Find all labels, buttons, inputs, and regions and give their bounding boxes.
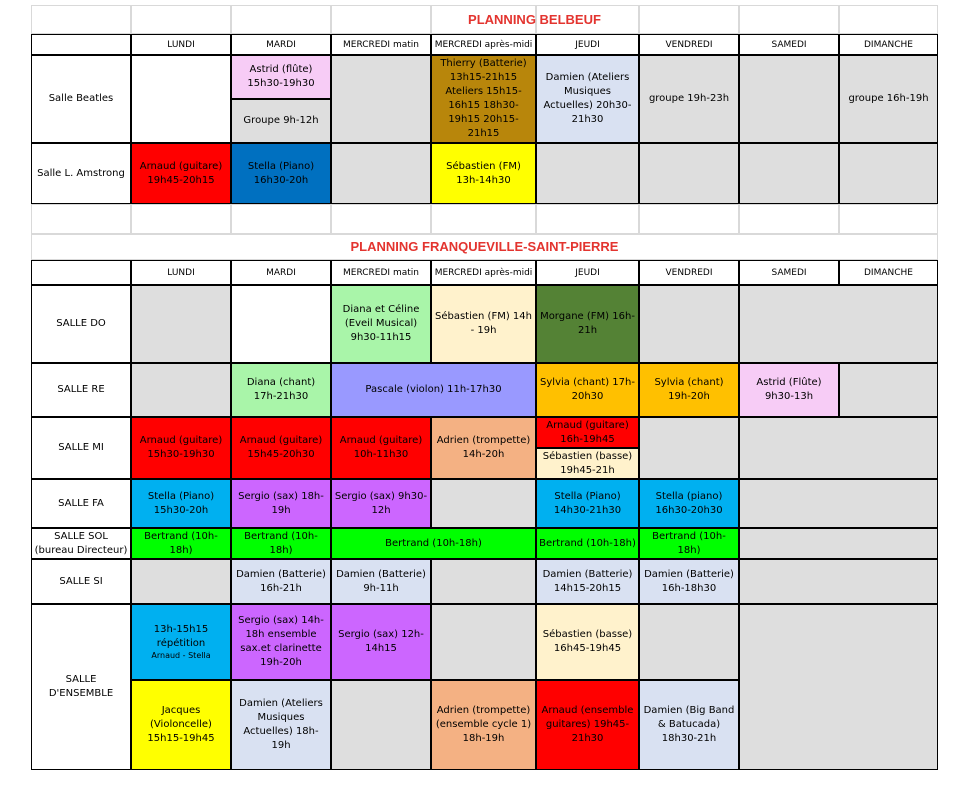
schedule-cell [231, 417, 331, 479]
schedule-cell-text: Bertrand (10h-18h) [385, 537, 482, 549]
empty-slot [639, 604, 739, 680]
schedule-cell [639, 479, 739, 528]
schedule-cell [331, 604, 431, 680]
schedule-cell-text: Damien (Batterie) 16h-21h [236, 568, 326, 594]
day-header [536, 260, 639, 285]
grid-cell [331, 204, 431, 234]
day-header [231, 260, 331, 285]
schedule-cell-text: Sébastien (basse) 19h45-21h [542, 450, 633, 476]
schedule-cell [739, 363, 839, 417]
room-label [31, 479, 131, 528]
schedule-cell-text: Arnaud (guitare) 16h-19h45 [546, 419, 629, 445]
schedule-cell-text: Damien (Batterie) 16h-18h30 [644, 568, 734, 594]
schedule-cell [536, 604, 639, 680]
day-header [739, 34, 839, 55]
empty-slot [131, 559, 231, 604]
schedule-cell-text: Adrien (trompette) (ensemble cycle 1) 18h-19h [435, 705, 532, 744]
schedule-cell-text: Morgane (FM) 16h-21h [540, 311, 635, 336]
schedule-cell-text: Arnaud (ensemble guitares) 19h45-21h30 [541, 705, 634, 744]
schedule-cell [431, 143, 536, 204]
room-label-text: SALLE SOL (bureau Directeur) [34, 530, 128, 556]
day-header-text: MERCREDI après-midi [434, 267, 533, 278]
schedule-cell-text: Arnaud (guitare) 15h45-20h30 [239, 435, 323, 460]
schedule-cell-text: Astrid (flûte) 15h30-19h30 [247, 64, 315, 89]
empty-slot [739, 559, 938, 604]
schedule-cell-text: Stella (piano) 16h30-20h30 [655, 490, 723, 516]
day-header-text: MERCREDI après-midi [434, 39, 533, 50]
empty-slot [231, 285, 331, 363]
empty-slot [739, 528, 938, 559]
schedule-cell-text: Bertrand (10h-18h) [539, 537, 636, 549]
day-header-text: MERCREDI matin [343, 267, 419, 278]
day-header-text: MERCREDI matin [343, 39, 419, 50]
empty-slot [739, 143, 839, 204]
grid-cell [536, 204, 639, 234]
schedule-cell [639, 559, 739, 604]
schedule-cell [536, 448, 639, 479]
day-header [839, 260, 938, 285]
empty-slot [331, 680, 431, 770]
schedule-cell-text: Sylvia (chant) 17h- 20h30 [540, 377, 635, 402]
grid-cell [131, 204, 231, 234]
room-label [31, 604, 131, 770]
schedule-cell-text: Sergio (sax) 14h-18h ensemble sax.et clarinette 19h-20h [238, 615, 324, 668]
day-header [131, 260, 231, 285]
room-label-text: SALLE D'ENSEMBLE [48, 674, 114, 699]
schedule-cell-text: Thierry (Batterie) 13h15-21h15 Ateliers 15h15-16h15 18h30-19h15 20h15-21h15 [440, 58, 527, 139]
day-header [739, 260, 839, 285]
schedule-cell [231, 680, 331, 770]
schedule-cell [431, 417, 536, 479]
schedule-cell-text: Damien (Ateliers Musiques Actuelles) 18h-19h [239, 698, 323, 751]
schedule-cell-text: Diana (chant) 17h-21h30 [246, 377, 316, 402]
schedule-cell [231, 99, 331, 143]
schedule-cell [231, 559, 331, 604]
room-label [31, 285, 131, 363]
schedule-cell-subtext: Arnaud - Stella [151, 651, 211, 660]
day-header [331, 34, 431, 55]
schedule-cell-text: Astrid (Flûte) 9h30-13h [756, 377, 822, 402]
schedule-cell [431, 285, 536, 363]
schedule-cell-text: Jacques (Violoncelle) 15h15-19h45 [147, 705, 215, 744]
schedule-cell-text: Groupe 9h-12h [243, 115, 319, 126]
schedule-cell-text: Bertrand (10h-18h) [244, 530, 318, 556]
schedule-cell-text: Bertrand (10h-18h) [144, 530, 218, 556]
room-label-text: Salle Beatles [48, 93, 114, 104]
empty-slot [131, 285, 231, 363]
schedule-cell [131, 528, 231, 559]
grid-cell [231, 204, 331, 234]
grid-cell [31, 5, 131, 34]
day-header-text: MARDI [266, 39, 296, 50]
schedule-cell-text: Sergio (sax) 9h30-12h [334, 490, 428, 516]
schedule-cell-text: Sergio (sax) 12h-14h15 [338, 629, 424, 654]
empty-slot [839, 363, 938, 417]
room-label [31, 363, 131, 417]
empty-slot [739, 55, 839, 143]
schedule-cell-text: Damien (Ateliers Musiques Actuelles) 20h30-21h30 [543, 72, 632, 125]
schedule-cell [536, 285, 639, 363]
schedule-cell-text: Pascale (violon) 11h-17h30 [365, 384, 502, 395]
schedule-cell-text: groupe 16h-19h [848, 93, 929, 104]
page-title [31, 234, 938, 260]
schedule-cell-text: Adrien (trompette) 14h-20h [436, 435, 531, 460]
room-label [31, 55, 131, 143]
schedule-cell-text: 13h-15h15 répétition [153, 624, 209, 649]
room-label-text: Salle L. Amstrong [37, 167, 125, 179]
schedule-cell [536, 417, 639, 448]
empty-slot [639, 285, 739, 363]
empty-slot [536, 143, 639, 204]
schedule-cell [536, 680, 639, 770]
grid-cell [639, 204, 739, 234]
grid-cell [739, 204, 839, 234]
schedule-cell-text: Arnaud (guitare) 10h-11h30 [339, 435, 423, 460]
empty-slot [739, 604, 938, 770]
schedule-cell-text: Arnaud (guitare) 15h30-19h30 [139, 435, 223, 460]
page-title-text: PLANNING BELBEUF [468, 11, 601, 27]
day-header-text: MARDI [266, 267, 296, 278]
empty-slot [331, 55, 431, 143]
schedule-cell [536, 479, 639, 528]
schedule-cell [231, 143, 331, 204]
room-label-text: SALLE MI [58, 442, 104, 453]
day-header-text: JEUDI [575, 39, 600, 50]
schedule-cell [231, 363, 331, 417]
schedule-cell-text: Stella (Piano) 15h30-20h [147, 490, 215, 516]
schedule-cell [231, 55, 331, 99]
day-header [131, 34, 231, 55]
room-label-text: SALLE DO [56, 318, 106, 329]
corner-cell [31, 34, 131, 55]
schedule-cell-text: Sébastien (FM) 14h - 19h [435, 311, 532, 336]
schedule-cell [131, 604, 231, 680]
schedule-cell [331, 285, 431, 363]
empty-slot [739, 417, 938, 479]
schedule-cell [331, 528, 536, 559]
empty-slot [431, 479, 536, 528]
schedule-cell-text: Stella (Piano) 16h30-20h [247, 160, 315, 186]
schedule-cell [231, 479, 331, 528]
day-header-text: VENDREDI [665, 267, 713, 278]
schedule-cell [331, 479, 431, 528]
empty-slot [131, 363, 231, 417]
empty-slot [331, 143, 431, 204]
day-header [431, 260, 536, 285]
schedule-cell [839, 55, 938, 143]
day-header-text: SAMEDI [771, 39, 807, 50]
day-header [431, 34, 536, 55]
schedule-cell [131, 143, 231, 204]
schedule-cell-text: groupe 19h-23h [648, 93, 730, 104]
day-header-text: LUNDI [167, 267, 195, 278]
page-title-text: PLANNING FRANQUEVILLE-SAINT-PIERRE [350, 239, 619, 254]
page-title [131, 5, 938, 34]
schedule-cell [131, 417, 231, 479]
schedule-cell [331, 417, 431, 479]
empty-slot [739, 285, 938, 363]
room-label-text: SALLE FA [58, 497, 104, 509]
schedule-cell-text: Sergio (sax) 18h-19h [238, 490, 324, 516]
schedule-cell-text: Sébastien (FM) 13h-14h30 [446, 160, 521, 186]
schedule-cell [536, 528, 639, 559]
day-header [839, 34, 938, 55]
schedule-cell-text: Arnaud (guitare) 19h45-20h15 [139, 160, 223, 186]
corner-cell [31, 260, 131, 285]
schedule-cell [639, 55, 739, 143]
day-header [331, 260, 431, 285]
schedule-cell-text: Diana et Céline (Eveil Musical) 9h30-11h15 [342, 304, 420, 343]
schedule-cell [431, 55, 536, 143]
schedule-cell [231, 604, 331, 680]
day-header-text: JEUDI [575, 267, 600, 278]
grid-cell [839, 204, 938, 234]
room-label [31, 559, 131, 604]
grid-cell [431, 204, 536, 234]
empty-slot [639, 143, 739, 204]
day-header [231, 34, 331, 55]
empty-slot [131, 55, 231, 143]
schedule-cell [639, 528, 739, 559]
room-label [31, 528, 131, 559]
schedule-cell [536, 559, 639, 604]
day-header-text: DIMANCHE [864, 267, 913, 278]
empty-slot [431, 559, 536, 604]
grid-cell [31, 204, 131, 234]
day-header [536, 34, 639, 55]
schedule-cell-text: Damien (Batterie) 14h15-20h15 [542, 568, 633, 594]
room-label [31, 417, 131, 479]
day-header [639, 260, 739, 285]
schedule-cell [639, 363, 739, 417]
day-header [639, 34, 739, 55]
schedule-cell-text: Sylvia (chant) 19h-20h [654, 377, 724, 402]
schedule-cell [331, 363, 536, 417]
schedule-cell [536, 363, 639, 417]
schedule-cell-text: Sébastien (basse) 16h45-19h45 [542, 629, 633, 654]
room-label [31, 143, 131, 204]
empty-slot [639, 417, 739, 479]
schedule-cell [431, 680, 536, 770]
room-label-text: SALLE SI [59, 575, 103, 587]
schedule-cell [536, 55, 639, 143]
empty-slot [839, 143, 938, 204]
schedule-cell-text: Bertrand (10h-18h) [652, 530, 726, 556]
room-label-text: SALLE RE [57, 384, 105, 395]
schedule-cell-text: Stella (Piano) 14h30-21h30 [553, 490, 622, 516]
day-header-text: LUNDI [167, 39, 195, 50]
schedule-cell [131, 680, 231, 770]
schedule-cell-text: Damien (Big Band & Batucada) 18h30-21h [643, 705, 735, 744]
schedule-cell [231, 528, 331, 559]
schedule-cell [639, 680, 739, 770]
empty-slot [431, 604, 536, 680]
day-header-text: DIMANCHE [864, 39, 913, 50]
empty-slot [739, 479, 938, 528]
day-header-text: VENDREDI [665, 39, 713, 50]
schedule-cell [331, 559, 431, 604]
schedule-cell-text: Damien (Batterie) 9h-11h [336, 568, 426, 594]
schedule-cell [131, 479, 231, 528]
day-header-text: SAMEDI [771, 267, 807, 278]
